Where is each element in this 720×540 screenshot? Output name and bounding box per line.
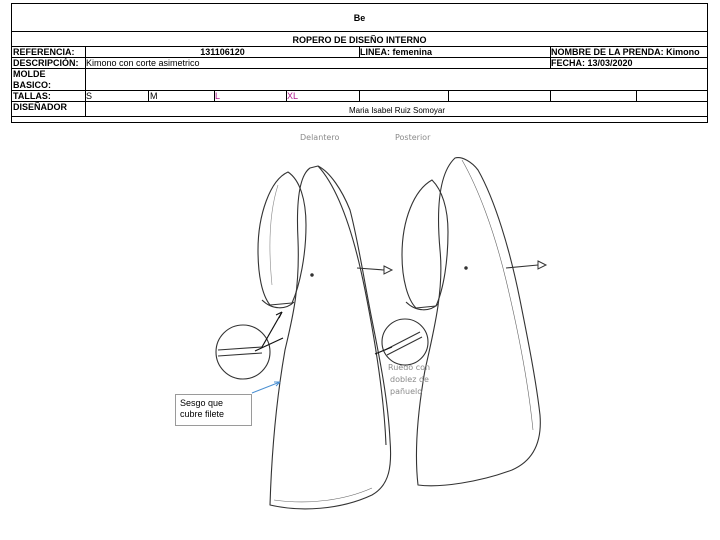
talla-m: M (150, 91, 158, 101)
hem-note-line1: Ruedo con (388, 363, 431, 372)
hem-note-line3: pañuelo (390, 387, 423, 396)
disenador-label: DISEÑADOR (13, 102, 68, 112)
referencia-value: 131106120 (200, 47, 245, 57)
back-detail-magnifier (382, 319, 428, 365)
descripcion-label: DESCRIPCIÓN: (13, 58, 79, 68)
front-sleeve (258, 172, 306, 305)
back-body (416, 158, 540, 486)
label-front: Delantero (300, 133, 340, 142)
molde-label-line2: BASICO: (13, 80, 51, 90)
descripcion-value: Kimono con corte asimetrico (86, 58, 200, 68)
label-back: Posterior (395, 133, 431, 142)
callout-line2: cubre filete (180, 409, 225, 419)
nombre-prenda-label: NOMBRE DE LA PRENDA: Kimono (551, 47, 700, 57)
disenador-value: Maria Isabel Ruiz Somoyar (348, 106, 446, 115)
molde-label-line1: MOLDE (13, 69, 46, 79)
callout-line1: Sesgo que (180, 398, 224, 408)
front-body (270, 166, 391, 509)
linea-label: LINEA: femenina (360, 47, 433, 57)
talla-s: S (86, 91, 93, 101)
sheet-subtitle: ROPERO DE DISEÑO INTERNO (292, 35, 427, 45)
referencia-label: REFERENCIA: (13, 47, 75, 57)
hem-note-line2: doblez de (390, 375, 429, 384)
talla-l: L (215, 91, 221, 101)
sesgo-callout (175, 394, 252, 426)
front-detail-magnifier (216, 325, 270, 379)
brand-title: Be (353, 13, 366, 23)
tallas-label: TALLAS: (13, 91, 51, 101)
talla-xl: XL (287, 91, 299, 101)
fecha-label: FECHA: 13/03/2020 (551, 58, 633, 68)
back-sleeve (402, 180, 448, 308)
